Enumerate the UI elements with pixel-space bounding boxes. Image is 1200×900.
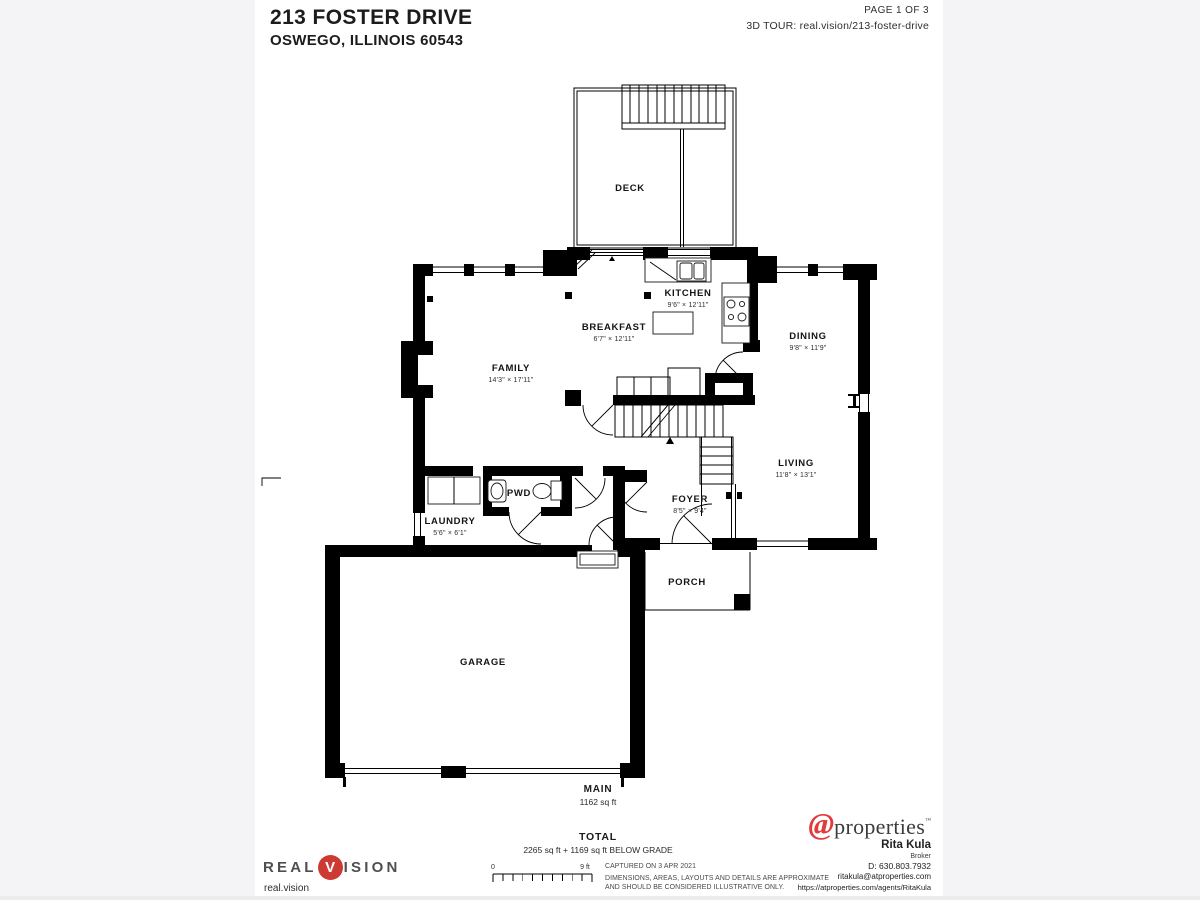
room-label-garage: GARAGE xyxy=(460,657,506,668)
realvision-logo xyxy=(263,855,400,880)
realvision-logo-left: REAL xyxy=(263,859,317,876)
room-label-porch: PORCH xyxy=(668,577,706,588)
realvision-logo-right: ISION xyxy=(343,859,401,876)
room-label-dining: DINING xyxy=(789,331,827,342)
page-bottom-edge xyxy=(0,896,1200,900)
room-label-deck: DECK xyxy=(615,183,645,194)
laundry-fixtures xyxy=(428,477,480,504)
room-dims-family: 14'3" × 17'11" xyxy=(488,377,534,384)
room-dims-kitchen: 9'6" × 12'11" xyxy=(667,302,709,309)
room-label-laundry: LAUNDRY xyxy=(424,516,476,527)
room-dims-laundry: 5'6" × 6'1" xyxy=(433,530,467,537)
realvision-v-icon: V xyxy=(318,855,343,880)
deck-outline xyxy=(574,85,736,248)
room-dims-dining: 9'8" × 11'9" xyxy=(789,345,827,352)
at-symbol-icon: @ xyxy=(808,806,835,841)
door-marker xyxy=(609,256,615,261)
structural-post xyxy=(565,390,581,406)
toilet-tank-icon xyxy=(551,481,562,500)
disclaimer-line-2: AND SHOULD BE CONSIDERED ILLUSTRATIVE ONLY. xyxy=(605,884,785,891)
stair-direction-arrow xyxy=(666,437,674,444)
deck-stairs xyxy=(622,85,725,129)
floor-level-label: MAIN xyxy=(583,784,613,795)
corner-mark xyxy=(262,478,281,486)
atproperties-name: properties xyxy=(834,814,926,839)
realvision-domain: real.vision xyxy=(264,883,310,894)
agent-phone: D: 630.803.7932 xyxy=(868,861,931,871)
room-dims-breakfast: 6'7" × 12'11" xyxy=(593,336,635,343)
kitchen-island xyxy=(653,312,693,334)
total-label: TOTAL xyxy=(578,831,618,843)
agent-name: Rita Kula xyxy=(881,839,931,851)
room-label-foyer: FOYER xyxy=(671,494,709,505)
captured-date: CAPTURED ON 3 APR 2021 xyxy=(605,863,697,870)
disclaimer-line-1: DIMENSIONS, AREAS, LAYOUTS AND DETAILS ARE APPROXIMATE xyxy=(605,875,830,882)
room-dims-foyer: 8'5" × 9'4" xyxy=(673,508,707,515)
agent-role: Broker xyxy=(910,853,931,860)
room-label-living: LIVING xyxy=(778,458,814,469)
room-label-family: FAMILY xyxy=(491,363,531,374)
porch-post xyxy=(734,594,750,610)
room-label-kitchen: KITCHEN xyxy=(664,288,712,299)
agent-email: ritakula@atproperties.com xyxy=(837,872,931,881)
room-label-breakfast: BREAKFAST xyxy=(581,322,647,333)
tour-link: 3D TOUR: real.vision/213-foster-drive xyxy=(746,20,929,32)
trademark-mark: ™ xyxy=(925,818,931,824)
fireplace-opening xyxy=(418,355,433,385)
page-subtitle: OSWEGO, ILLINOIS 60543 xyxy=(270,32,464,49)
page-indicator: PAGE 1 OF 3 xyxy=(864,5,929,16)
garage-details xyxy=(343,551,624,787)
room-label-pwd: PWD xyxy=(506,488,532,499)
floor-area-label: 1162 sq ft xyxy=(579,797,617,807)
toilet-bowl-icon xyxy=(533,484,551,499)
total-detail: 2265 sq ft + 1169 sq ft BELOW GRADE xyxy=(523,845,673,855)
page-title: 213 FOSTER DRIVE xyxy=(270,6,473,29)
scale-start-label: 0 xyxy=(491,864,495,871)
room-dims-living: 11'8" × 13'1" xyxy=(775,472,817,479)
scale-bar xyxy=(491,864,592,882)
agent-url: https://atproperties.com/agents/RitaKula xyxy=(797,883,931,892)
scale-end-label: 9 ft xyxy=(580,864,590,871)
